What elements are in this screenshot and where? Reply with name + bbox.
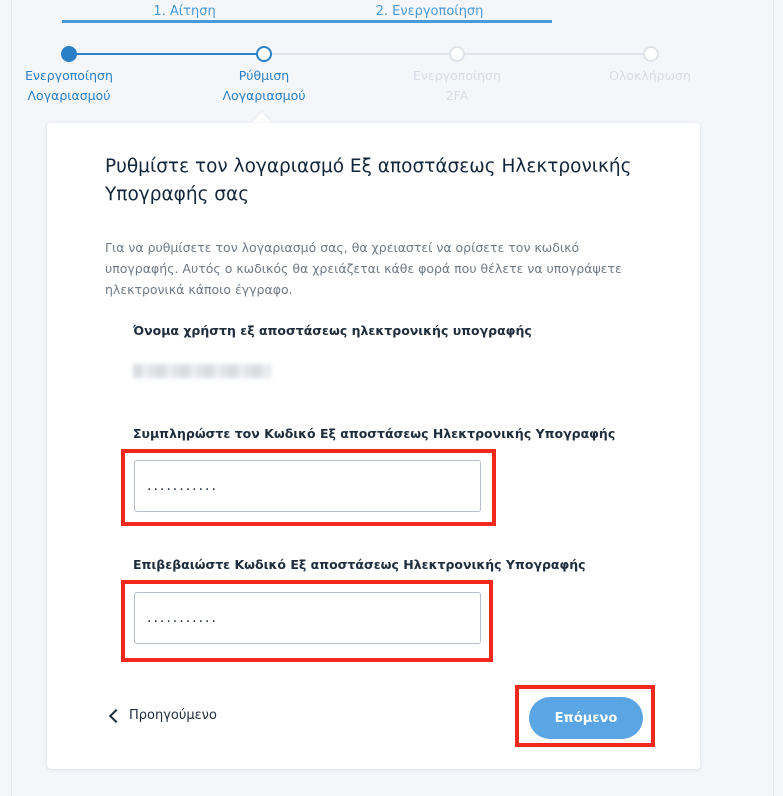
card-title: Ρυθμίστε τον λογαριασμό Εξ αποστάσεως Ηλεκτρονικής Υπογραφής σας [105,156,632,205]
step-label-account-setup: Ρύθμιση Λογαριασμού [222,68,306,103]
page-right-divider [773,0,774,796]
signature-code-input[interactable] [134,460,481,512]
phase-progress-bar [62,20,552,23]
signature-code-label: Συμπληρώστε τον Κωδικό Εξ αποστάσεως Ηλεκτρονικής Υπογραφής [133,426,616,441]
confirm-code-label: Επιβεβαιώστε Κωδικό Εξ αποστάσεως Ηλεκτρονικής Υπογραφής [133,557,586,572]
step-label-account-activation: Ενεργοποίηση Λογαριασμού [25,68,113,103]
step-dot-2fa-activation [449,46,465,62]
step-dot-completion [643,46,659,62]
setup-card [47,123,700,769]
previous-link[interactable] [109,708,217,723]
username-value-redacted [133,364,271,378]
phase-tab-activation: 2. Ενεργοποίηση [375,4,484,19]
next-button[interactable]: Επόμενο [529,697,643,739]
step-label-completion: Ολοκλήρωση [609,68,691,83]
page-left-divider [11,0,12,796]
step-dot-account-activation [61,46,77,62]
confirm-code-input[interactable] [134,592,481,644]
username-label: Όνομα χρήστη εξ αποστάσεως ηλεκτρονικής υπογραφής [133,323,532,338]
step-label-2fa-activation: Ενεργοποίηση 2FA [413,68,501,103]
step-dot-account-setup [256,46,272,62]
stepper-line-completed [69,53,264,55]
chevron-left-icon [109,708,123,722]
card-description: Για να ρυθμίσετε τον λογαριασμό σας, θα χρειαστεί να ορίσετε τον κωδικό υπογραφής. Αυτός ο κωδικός θα χρειάζεται κάθε φορά που θέλετε να υπογράψετε ηλεκτρονικά κάποιο έγγραφο. [105,240,622,297]
phase-tab-application: 1. Αίτηση [153,4,216,19]
previous-link-label: Προηγούμενο [129,708,217,723]
